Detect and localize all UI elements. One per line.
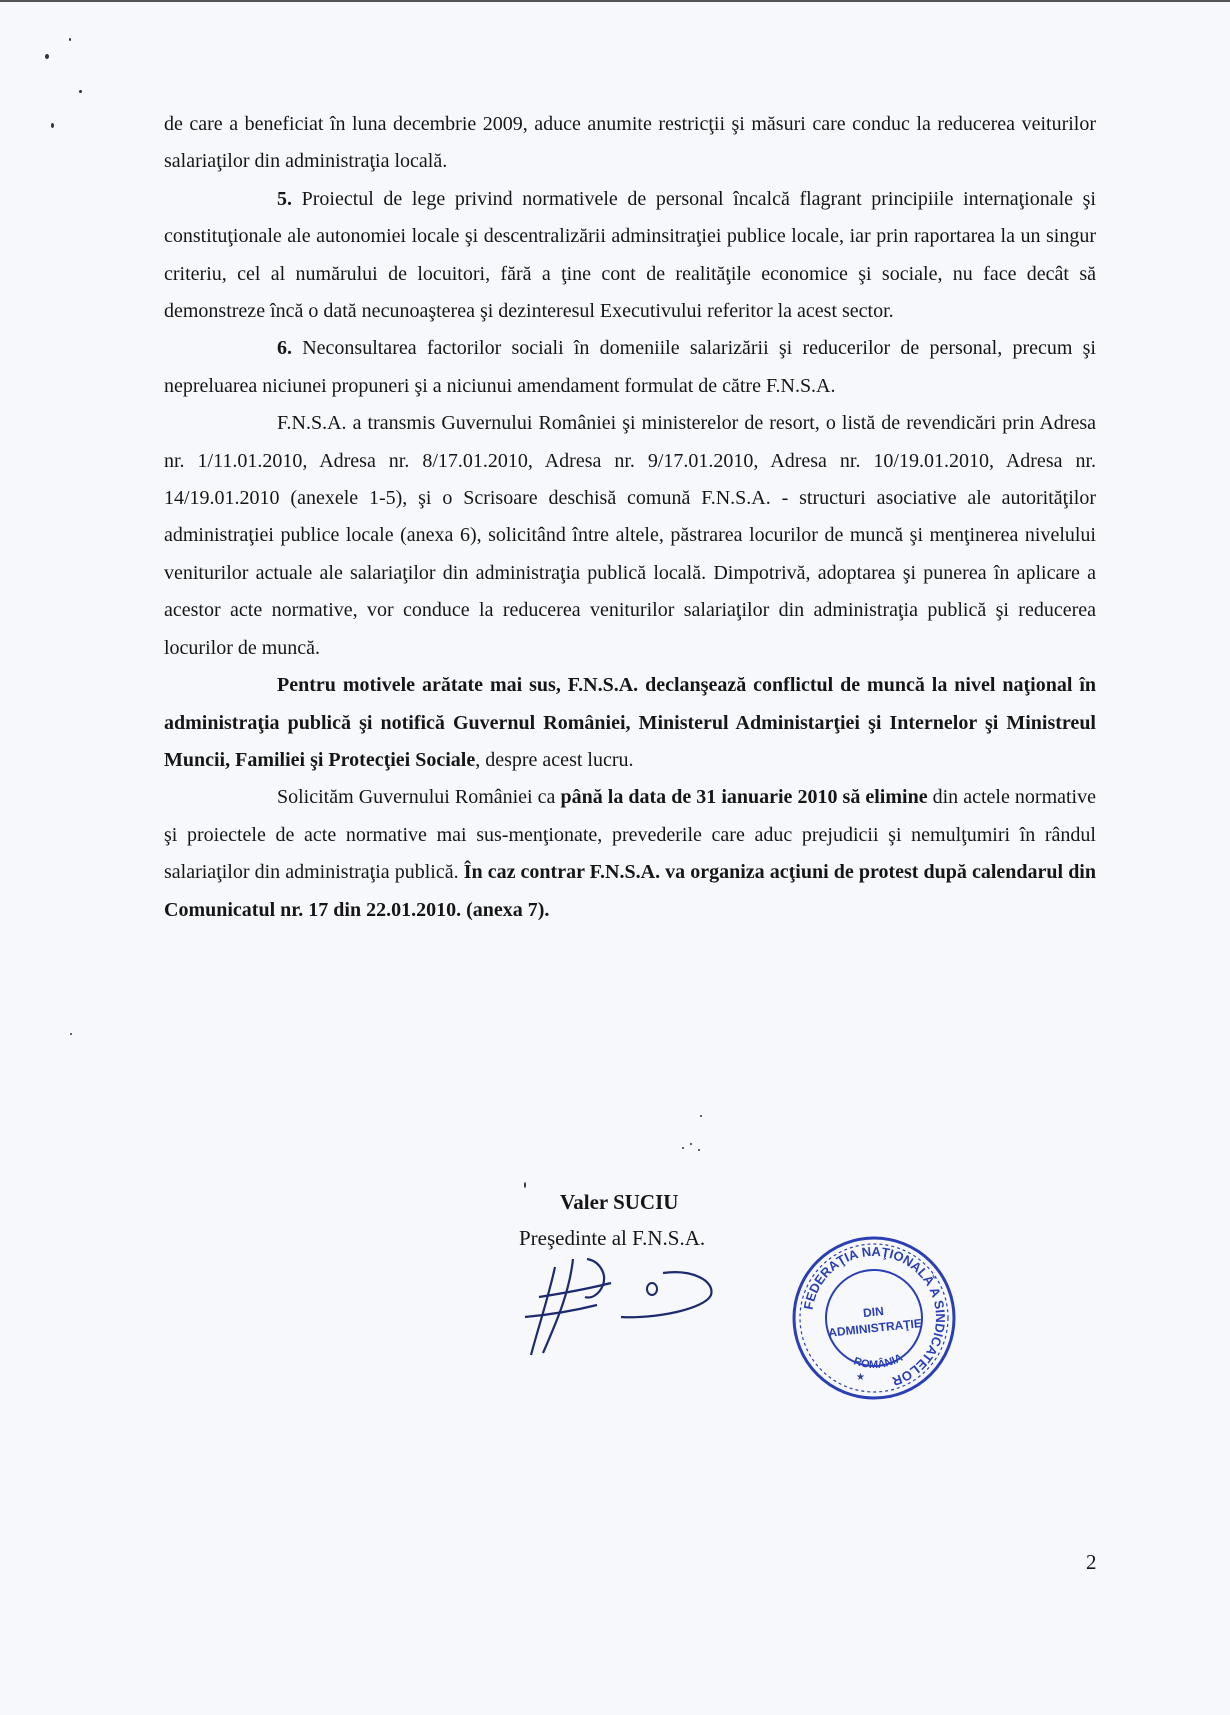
signer-title: Preşedinte al F.N.S.A. bbox=[519, 1226, 706, 1250]
scan-speck bbox=[79, 90, 82, 93]
stamp-center-line1: DIN bbox=[862, 1303, 885, 1321]
signer-name: Valer SUCIU bbox=[560, 1190, 679, 1214]
stamp-bottom-text: ROMÂNIA bbox=[852, 1351, 905, 1372]
letter-body bbox=[164, 106, 1096, 929]
paragraph-bold-text: Pentru motivele arătate mai sus, F.N.S.A. declanşează conflictul de muncă la nivel naţional în administraţia publică şi notifică Guvernul României, Ministerul Administarţiei şi Internelor şi Ministreul Muncii, Familiei şi Protecţiei Sociale bbox=[164, 674, 1096, 771]
paragraph-text: , despre acest lucru. bbox=[475, 748, 634, 771]
paragraph-point-5 bbox=[164, 181, 1096, 331]
paragraph-text: Neconsultarea factorilor sociali în domeniile salarizării şi reducerilor de personal, precum şi nepreluarea niciunei propuneri şi a niciunui amendament formulat de către F.N.S.A. bbox=[164, 337, 1096, 397]
scan-speck bbox=[69, 38, 71, 41]
paragraph-fnsa-requests bbox=[164, 405, 1096, 667]
scan-speck bbox=[698, 1149, 700, 1151]
handwritten-signature bbox=[525, 1255, 725, 1365]
paragraph-text: F.N.S.A. a transmis Guvernului României şi ministerelor de resort, o listă de revendicări prin Adresa nr. 1/11.01.2010, Adresa nr. 8/17.01.2010, Adresa nr. 9/17.01.2010, Adresa nr. 10/19.01.2010, Adresa nr. 14/19.01.2010 (anexele 1-5), şi o Scrisoare deschisă comună F.N.S.A. - structuri asociative ale autorităţilor administraţiei publice locale (anexa 6), solicitând între altele, păstrarea locurilor de muncă şi menţinerea nivelului veniturilor actuale ale salariaţilor din administraţia publică locală. Dimpotrivă, adoptarea şi punerea în aplicare a acestor acte normative, vor conduce la reducerea veniturilor salariaţilor din administraţia publică şi reducerea locurilor de muncă. bbox=[164, 412, 1096, 659]
stamp-ring-text: FEDERAŢIA NAŢIONALĂ A SINDICATELOR bbox=[800, 1243, 949, 1389]
scan-speck bbox=[51, 123, 54, 128]
scan-speck bbox=[45, 54, 49, 59]
scan-speck bbox=[70, 1033, 72, 1035]
paragraph-demand bbox=[164, 779, 1096, 929]
scan-speck bbox=[682, 1147, 684, 1149]
page-number: 2 bbox=[1086, 1550, 1097, 1574]
paragraph-text: de care a beneficiat în luna decembrie 2009, aduce anumite restricţii şi măsuri care conduc la reducerea veiturilor salariaţilor din administraţia locală. bbox=[164, 113, 1096, 173]
paragraph-continuation bbox=[164, 106, 1096, 181]
paragraph-text: Solicităm Guvernului României ca bbox=[277, 786, 561, 809]
scan-speck bbox=[700, 1115, 702, 1117]
point-number: 5. bbox=[277, 187, 292, 210]
paragraph-bold-text: În caz contrar F.N.S.A. va organiza acţiuni de protest după calendarul din Comunicatul nr. 17 din 22.01.2010. (anexa 7). bbox=[164, 861, 1096, 921]
paragraph-conflict-declaration bbox=[164, 667, 1096, 779]
organization-stamp bbox=[786, 1230, 962, 1406]
scan-speck bbox=[524, 1182, 526, 1188]
paragraph-text: din actele normative şi proiectele de acte normative mai sus-menţionate, prevederile care aduc prejudicii şi nemulţumiri în rândul salariaţilor din administraţia publică. bbox=[164, 786, 1096, 884]
paragraph-text: Proiectul de lege privind normativele de personal încalcă flagrant principiile internaţionale şi constituţionale ale autonomiei locale şi descentralizării adminsitraţiei publice locale, iar prin raportarea la un singur criteriu, cel al numărului de locuitori, fără a ţine cont de realităţile economice şi sociale, nu face decât să demonstreze încă o dată necunoaşterea şi dezinteresul Executivului referitor la acest sector. bbox=[164, 187, 1096, 323]
stamp-center-line2: ADMINISTRAŢIE bbox=[827, 1316, 923, 1340]
point-number: 6. bbox=[277, 337, 292, 360]
paragraph-point-6 bbox=[164, 330, 1096, 405]
paragraph-bold-text: până la data de 31 ianuarie 2010 să elimine bbox=[560, 786, 928, 809]
scan-speck bbox=[690, 1143, 692, 1145]
stamp-star-icon: ★ bbox=[856, 1372, 865, 1383]
scan-edge bbox=[0, 0, 1230, 2]
